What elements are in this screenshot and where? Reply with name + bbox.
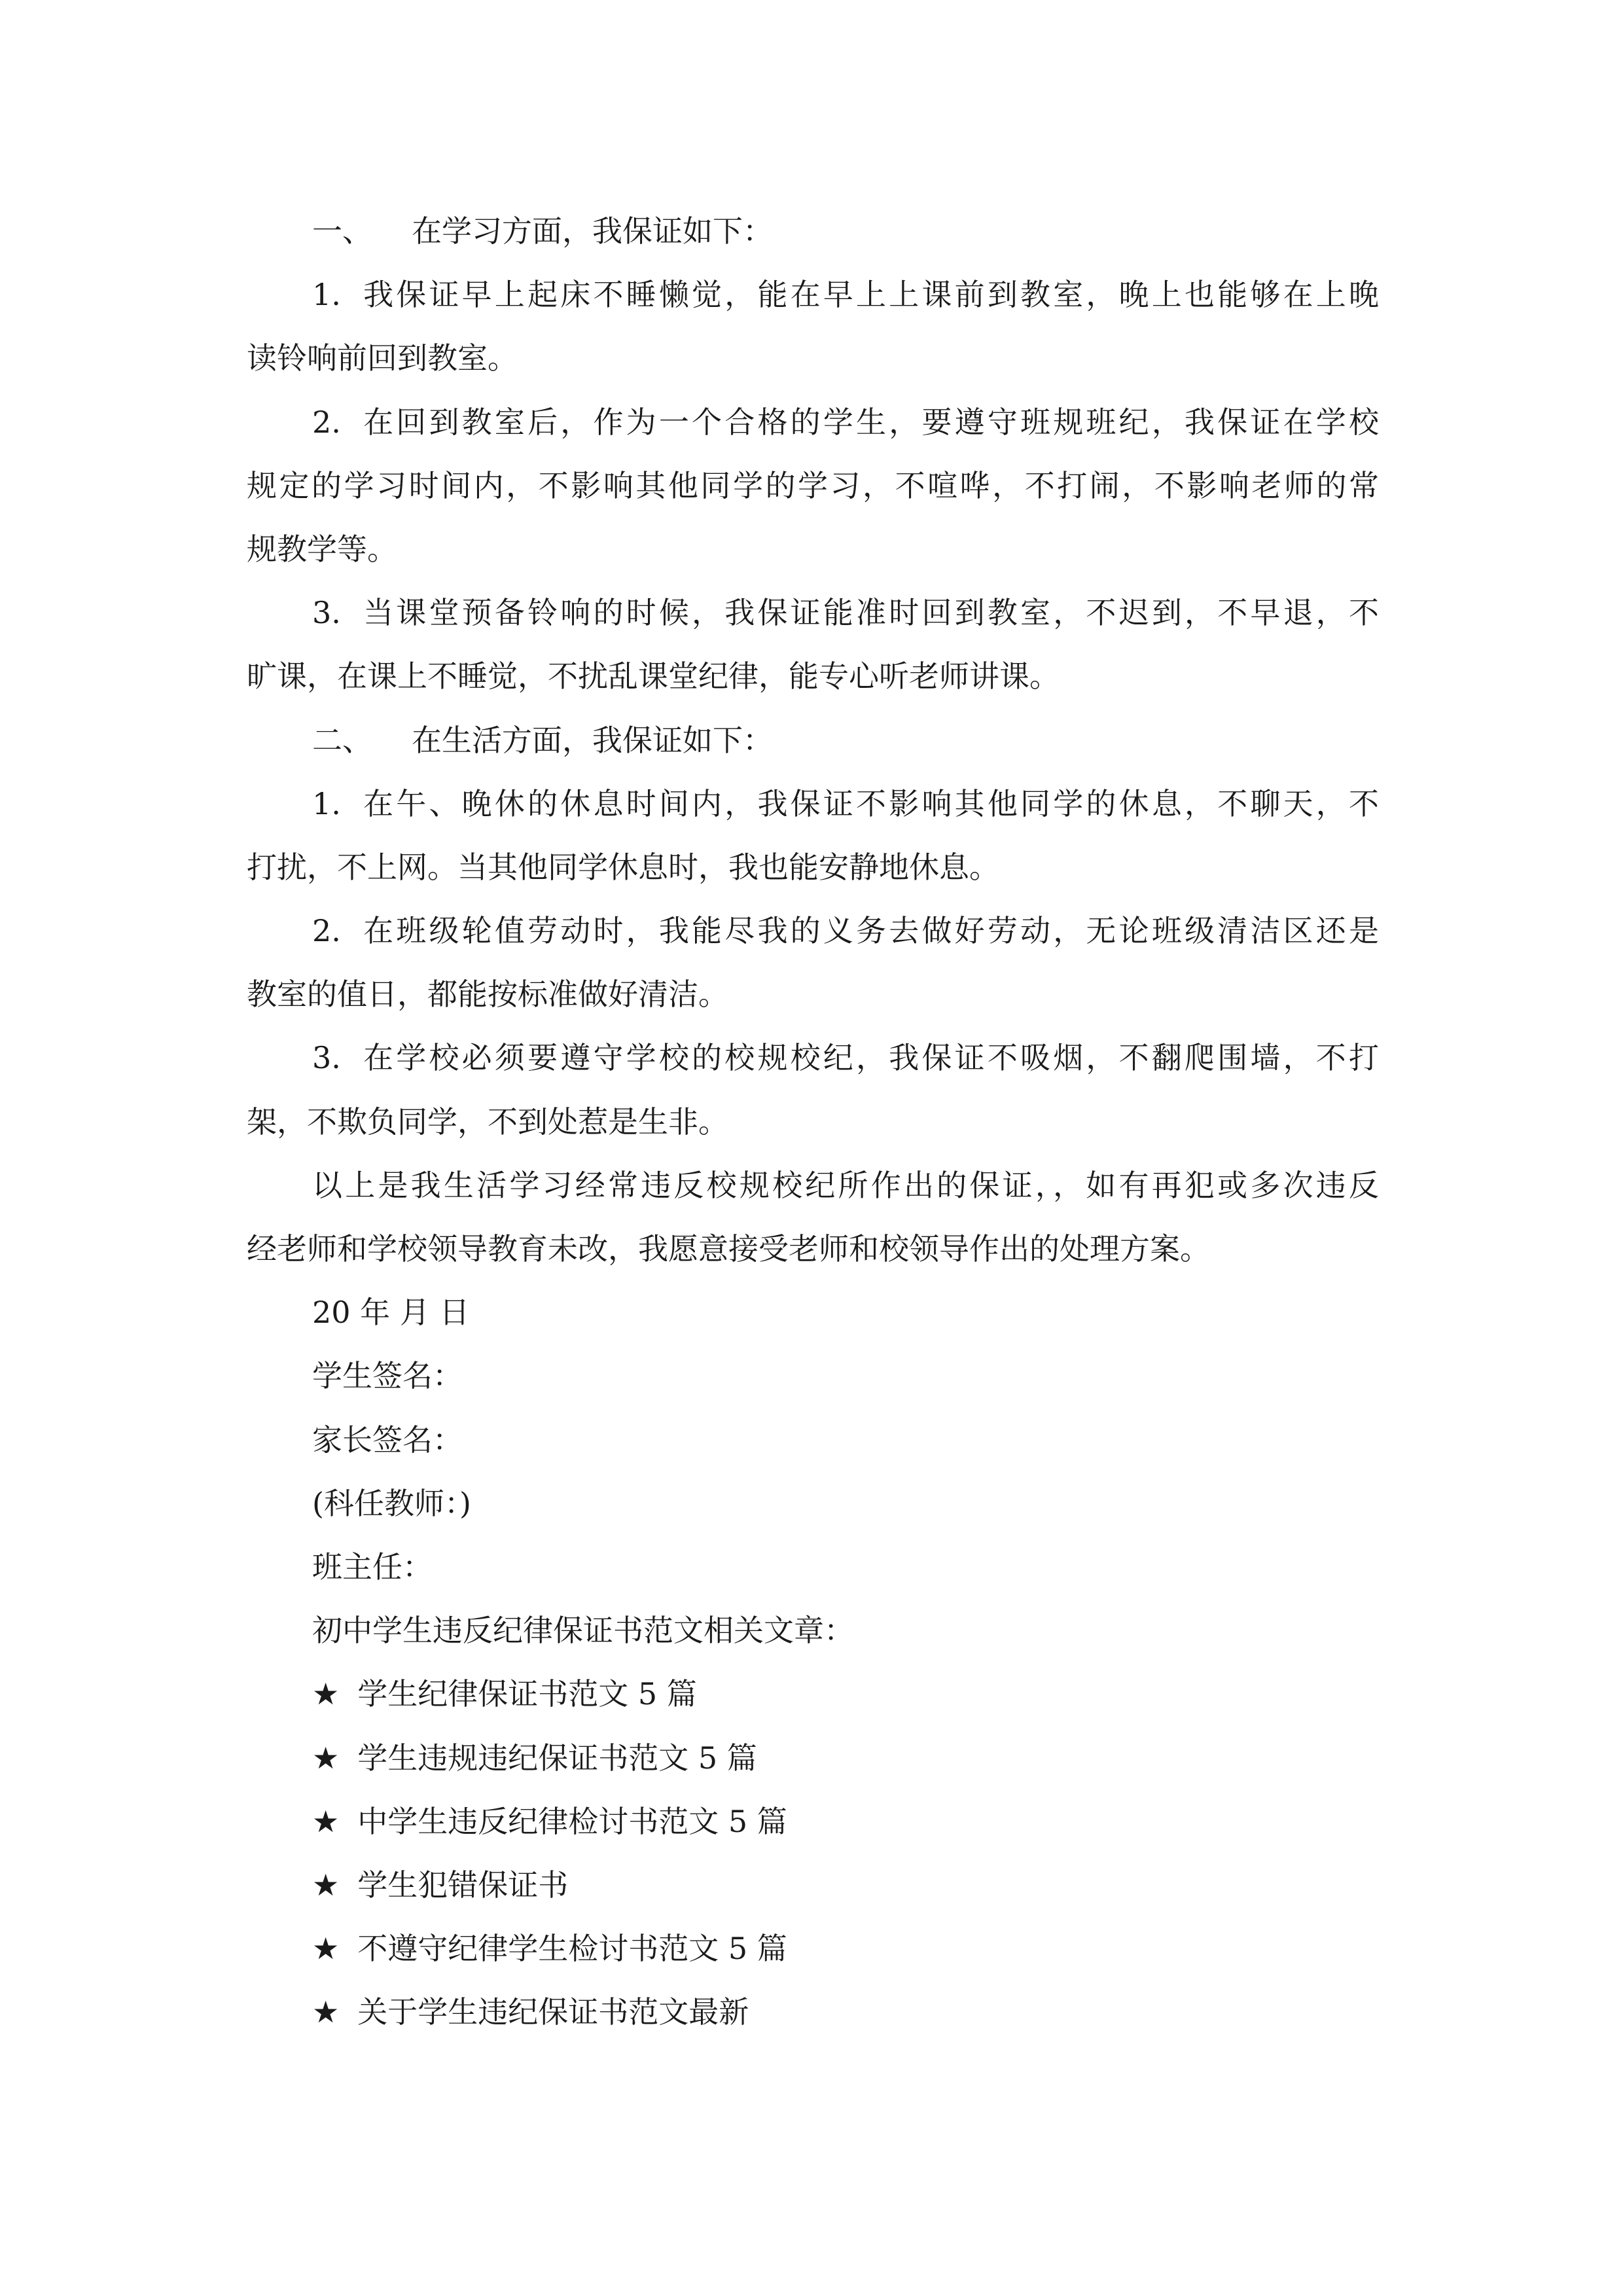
related-link-text[interactable]: 学生犯错保证书: [357, 1867, 569, 1903]
item-text: 旷课，在课上不睡觉，不扰乱课堂纪律，能专心听老师讲课。: [247, 658, 1060, 694]
item-text: 当课堂预备铃响的时候，我保证能准时回到教室，不迟到，不早退，不: [360, 595, 1379, 631]
star-icon: ★: [312, 1803, 340, 1839]
item-text: 规教学等。: [247, 531, 397, 567]
star-icon: ★: [312, 1676, 340, 1712]
item-text: 我保证早上起床不睡懒觉，能在早上上课前到教室，晚上也能够在上晚: [360, 277, 1379, 313]
item-text: 规定的学习时间内，不影响其他同学的学习，不喧哗，不打闹，不影响老师的常: [247, 467, 1379, 503]
related-link[interactable]: [247, 1727, 1379, 1790]
related-link[interactable]: [247, 1981, 1379, 2044]
item-number: 1.: [312, 785, 341, 821]
item-number: 2.: [312, 913, 341, 949]
related-link[interactable]: [247, 1917, 1379, 1981]
item-number: 3.: [312, 595, 341, 631]
section-1-number: 一、: [312, 213, 372, 249]
section-1-heading: [247, 200, 1379, 263]
related-link[interactable]: [247, 1854, 1379, 1917]
item-text: 在班级轮值劳动时，我能尽我的义务去做好劳动，无论班级清洁区还是: [360, 913, 1379, 949]
item-number: 3.: [312, 1040, 341, 1076]
section-1-title: 在学习方面，我保证如下：: [412, 213, 773, 249]
item-text: 打扰，不上网。当其他同学休息时，我也能安静地休息。: [247, 849, 999, 885]
related-link[interactable]: [247, 1662, 1379, 1726]
item-text: 教室的值日，都能按标准做好清洁。: [247, 977, 728, 1013]
star-icon: ★: [312, 1740, 340, 1776]
star-icon: ★: [312, 1994, 340, 2030]
section-2-item-3: [247, 1026, 1379, 1153]
closing-paragraph: [247, 1154, 1379, 1281]
section-2-number: 二、: [312, 722, 372, 758]
section-1-item-1: [247, 263, 1379, 390]
date-line: 20 年 月 日: [312, 1295, 470, 1331]
section-2-title: 在生活方面，我保证如下：: [412, 722, 773, 758]
star-icon: ★: [312, 1867, 340, 1903]
teacher-signature: (科任教师：): [312, 1485, 471, 1521]
item-number: 1.: [312, 277, 341, 313]
item-number: 2.: [312, 404, 341, 440]
related-link-text[interactable]: 学生违规违纪保证书范文 5 篇: [357, 1740, 757, 1776]
student-signature: 学生签名：: [312, 1358, 463, 1394]
section-2-item-2: [247, 899, 1379, 1026]
item-text: 在回到教室后，作为一个合格的学生，要遵守班规班纪，我保证在学校: [360, 404, 1379, 440]
document-body: [247, 200, 1379, 2044]
related-link-text[interactable]: 学生纪律保证书范文 5 篇: [357, 1676, 697, 1712]
parent-signature: 家长签名：: [312, 1422, 463, 1458]
section-2-item-1: [247, 772, 1379, 899]
related-link[interactable]: [247, 1790, 1379, 1854]
item-text: 架，不欺负同学，不到处惹是生非。: [247, 1103, 728, 1139]
item-text: 在学校必须要遵守学校的校规校纪，我保证不吸烟，不翻爬围墙，不打: [360, 1040, 1379, 1076]
related-link-text[interactable]: 关于学生违纪保证书范文最新: [357, 1994, 749, 2030]
related-link-text[interactable]: 不遵守纪律学生检讨书范文 5 篇: [357, 1931, 787, 1967]
section-1-item-2: [247, 391, 1379, 582]
related-link-text[interactable]: 中学生违反纪律检讨书范文 5 篇: [357, 1803, 787, 1839]
head-teacher-signature: 班主任：: [312, 1549, 433, 1585]
item-text: 读铃响前回到教室。: [247, 340, 518, 376]
closing-text: 以上是我生活学习经常违反校规校纪所作出的保证，，如有再犯或多次违反: [312, 1167, 1379, 1203]
related-title: 初中学生违反纪律保证书范文相关文章：: [312, 1613, 854, 1649]
section-2-heading: [247, 709, 1379, 772]
closing-text: 经老师和学校领导教育未改，我愿意接受老师和校领导作出的处理方案。: [247, 1231, 1210, 1266]
star-icon: ★: [312, 1931, 340, 1967]
section-1-item-3: [247, 581, 1379, 708]
item-text: 在午、晚休的休息时间内，我保证不影响其他同学的休息，不聊天，不: [360, 785, 1379, 821]
